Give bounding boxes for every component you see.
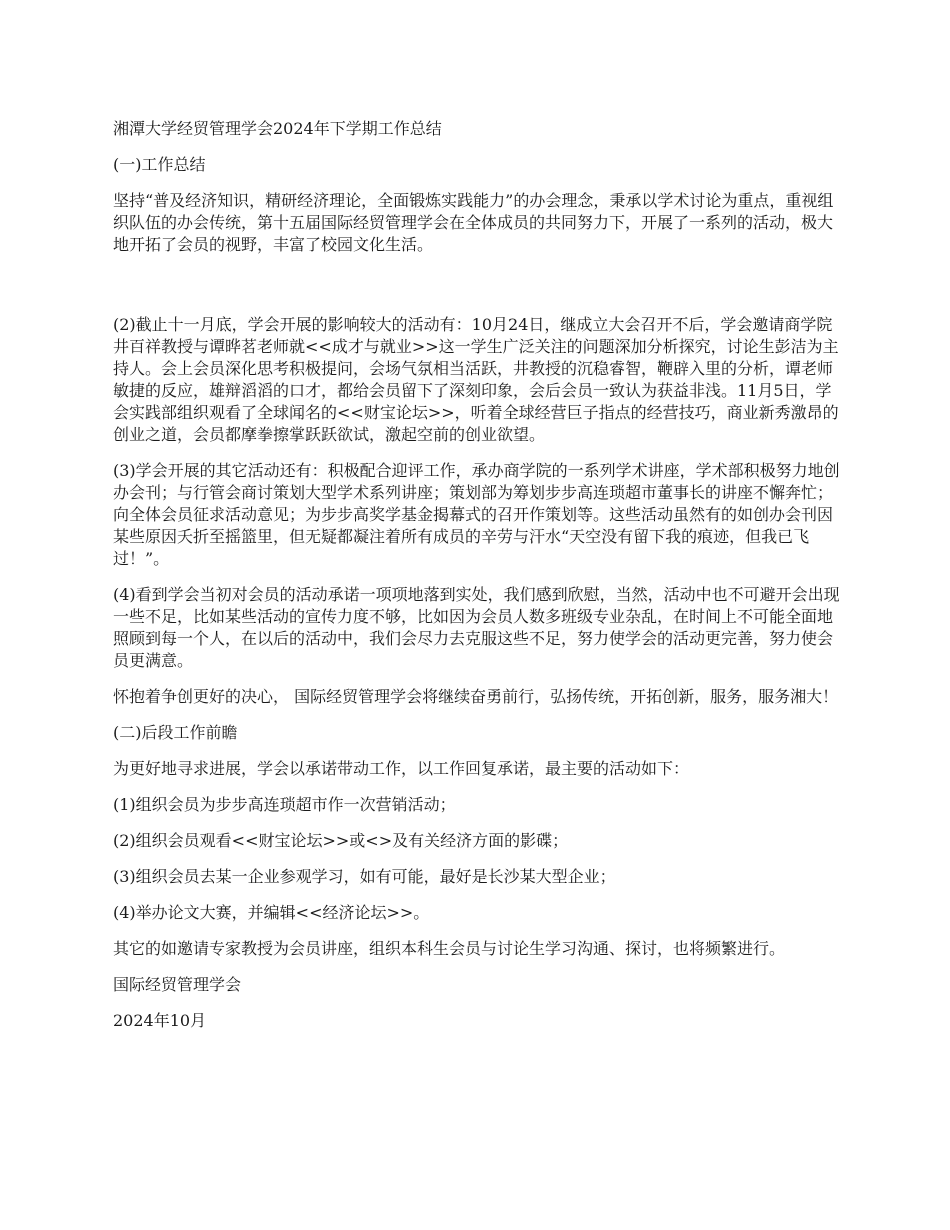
paragraph-activities-other: (3)学会开展的其它活动还有：积极配合迎评工作，承办商学院的一系列学术讲座，学术部积极努力地创办会刊；与行管会商讨策划大型学术系列讲座；策划部为筹划步步高连琐超市董事长的讲座不懈奔忙；向全体会员征求活动意见；为步步高奖学基金揭幕式的召开作策划等。这些活动虽然有的如创办会刊因某些原因夭折至摇篮里，但无疑都凝注着所有成员的辛劳与汗水“天空没有留下我的痕迹，但我已飞过！”。 (113, 461, 840, 568)
paragraph-reflection: (4)看到学会当初对会员的活动承诺一项项地落到实处，我们感到欣慰，当然，活动中也不可避开会出现一些不足，比如某些活动的宣传力度不够，比如因为会员人数多班级专业杂乱，在时间上不可能全面地照顾到每一个人，在以后的活动中，我们会尽力去克服这些不足，努力使学会的活动更完善，努力使会员更满意。 (113, 585, 840, 670)
paragraph-activities-major: (2)截止十一月底，学会开展的影响较大的活动有：10月24日，继成立大会召开不后，学会邀请商学院井百祥教授与谭晔茗老师就<<成才与就业>>这一学生广泛关注的问题深加分析探究，讨论生彭洁为主持人。会上会员深化思考积极提问，会场气氛相当活跃，井教授的沉稳睿智，鞭辟入里的分析，谭老师敏捷的反应，雄辩滔滔的口才，都给会员留下了深刻印象，会后会员一致认为获益非浅。11月5日，学会实践部组织观看了全球闻名的<<财宝论坛>>，听着全球经营巨子指点的经营技巧，商业新秀激昂的创业之道，会员都摩拳擦掌跃跃欲试，激起空前的创业欲望。 (113, 315, 839, 444)
plan-item: (2)组织会员观看<<财宝论坛>>或<>及有关经济方面的影碟； (113, 831, 569, 850)
paragraph-resolve: 怀抱着争创更好的决心， 国际经贸管理学会将继续奋勇前行，弘扬传统，开拓创新，服务，服务湘大！ (113, 687, 839, 706)
document-body (113, 118, 843, 1046)
document-title: 湘潭大学经贸管理学会2024年下学期工作总结 (113, 119, 442, 138)
section-heading-work-summary: (一)工作总结 (113, 155, 206, 174)
plan-item: (3)组织会员去某一企业参观学习，如有可能，最好是长沙某大型企业； (113, 867, 616, 886)
plan-item: (4)举办论文大赛，并编辑<<经济论坛>>。 (113, 903, 430, 922)
paragraph-other-plans: 其它的如邀请专家教授为会员讲座，组织本科生会员与讨论生学习沟通、探讨，也将频繁进行。 (113, 939, 786, 958)
paragraph-plan-intro: 为更好地寻求进展，学会以承诺带动工作，以工作回复承诺，最主要的活动如下： (113, 759, 690, 778)
signature-organization: 国际经贸管理学会 (113, 975, 242, 994)
plan-item: (1)组织会员为步步高连琐超市作一次营销活动； (113, 795, 456, 814)
paragraph-intro: 坚持“普及经济知识，精研经济理论，全面锻炼实践能力”的办会理念，秉承以学术讨论为重点，重视组织队伍的办会传统，第十五届国际经贸管理学会在全体成员的共同努力下，开展了一系列的活动，极大地开拓了会员的视野，丰富了校园文化生活。 (113, 191, 834, 254)
section-heading-outlook: (二)后段工作前瞻 (113, 723, 238, 742)
signature-date: 2024年10月 (113, 1011, 207, 1030)
